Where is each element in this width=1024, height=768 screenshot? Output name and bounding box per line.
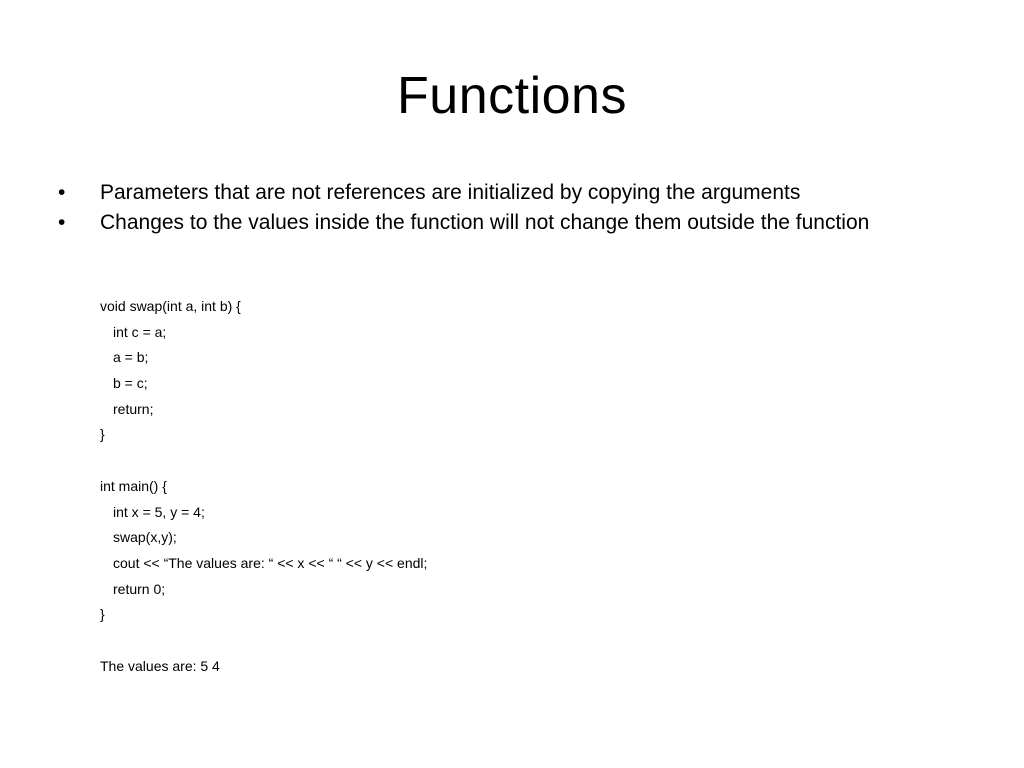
bullet-text: Parameters that are not references are initialized by copying the arguments: [100, 181, 801, 204]
code-blank-line: [100, 448, 800, 474]
code-line: cout << “The values are: “ << x << “ “ << y << endl;: [113, 554, 428, 571]
code-block: [100, 294, 800, 679]
code-line: swap(x,y);: [113, 529, 177, 546]
code-line: return 0;: [113, 580, 166, 597]
code-blank-line: [100, 628, 800, 654]
code-line: }: [100, 606, 105, 623]
code-line: }: [100, 426, 105, 443]
code-line: int x = 5, y = 4;: [113, 503, 205, 520]
bullet-marker: •: [58, 211, 66, 234]
program-output: The values are: 5 4: [100, 657, 220, 674]
code-line: int main() {: [100, 477, 167, 494]
code-line: b = c;: [113, 375, 148, 392]
slide-title: Functions: [397, 67, 627, 125]
bullet-list: [56, 180, 956, 240]
bullet-text: Changes to the values inside the function will not change them outside the function: [100, 211, 870, 234]
bullet-item: [56, 180, 956, 205]
bullet-item: [56, 210, 956, 235]
code-line: void swap(int a, int b) {: [100, 298, 241, 314]
code-line: a = b;: [113, 349, 149, 366]
code-line: return;: [113, 400, 154, 417]
code-line: int c = a;: [113, 323, 167, 340]
bullet-marker: •: [58, 181, 66, 204]
